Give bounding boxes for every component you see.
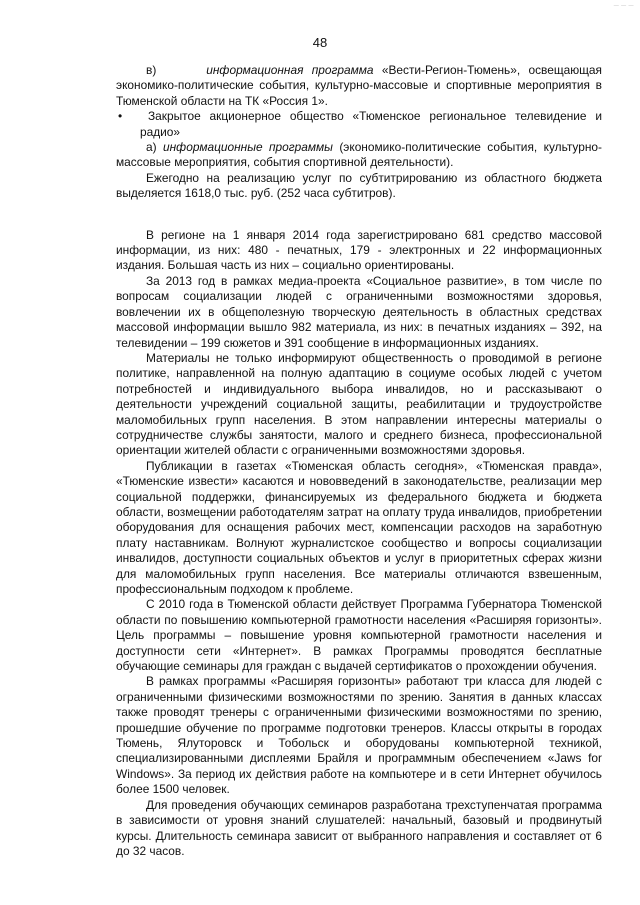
paragraph-materials: Материалы не только информируют общественность о проводимой в регионе политике, направленной на полную адаптацию в социуме особых людей с учетом потребностей и индивидуального выбора инвалидов, но и рассказывают о деятельности учреждений социальной защиты, реабилитации и трудоустройстве маломобильных групп населения. В этом направлении интересны материалы о сотрудничестве службы занятости, малого и среднего бизнеса, профессиональной ориентации жителей области с ограниченными возможностями здоровья. xyxy=(116,350,602,458)
list-marker-v: в) xyxy=(146,63,157,77)
bullet-text: Закрытое акционерное общество «Тюменское региональное телевидение и радио» xyxy=(140,109,602,139)
paragraph-section-v xyxy=(116,63,602,109)
corner-mark: — — — xyxy=(613,3,634,9)
paragraph-classes: В рамках программы «Расширяя горизонты» работают три класса для людей с ограниченными физическими возможностями по зрению. Занятия в данных классах также проводят тренеры с ограниченными физическими возможностями по зрению, прошедшие обучение по программе подготовки тренеров. Классы открыты в городах Тюмень, Ялуторовск и Тобольск и оборудованы компьютерной техникой, специализированными дисплеями Брайля и программным обеспечением «Jaws for Windows». За период их действия работе на компьютере и в сети Интернет обучилось более 1500 человек. xyxy=(116,674,602,797)
paragraph-media-project: За 2013 год в рамках медиа-проекта «Социальное развитие», в том числе по вопросам социализации людей с ограниченными возможностями здоровья, вовлечении их в общеполезную творческую деятельность в областных средствах массовой информации вышло 982 материала, из них: в печатных изданиях – 392, на телевидении – 199 сюжетов и 391 сообщение в информационных изданиях. xyxy=(116,273,602,350)
paragraph-seminars: Для проведения обучающих семинаров разработана трехступенчатая программа в зависимости от уровня знаний слушателей: начальный, базовый и продвинутый курсы. Длительность семинара зависит от выбранного направления и составляет от 6 до 32 часов. xyxy=(116,797,602,858)
paragraph-funding: Ежегодно на реализацию услуг по субтитрированию из областного бюджета выделяется 1618,0 тыс. руб. (252 часа субтитров). xyxy=(116,170,602,201)
italic-programs-label: информационные программы xyxy=(163,140,333,155)
bullet-icon: • xyxy=(118,109,123,124)
paragraph-publications: Публикации в газетах «Тюменская область сегодня», «Тюменская правда», «Тюменские извести» касаются и нововведений в законодательстве, реализации мер социальной поддержки, финансируемых из федерального бюджета и бюджета области, возмещении работодателям затрат на оплату труда инвалидов, приобретении оборудования для оснащения рабочих мест, компенсации расходов на заработную плату наставникам. Волнуют журналистское сообщество и вопросы социализации инвалидов, доступности социальных объектов и услуг в приоритетных сферах жизни для маломобильных групп населения. Все материалы отличаются взвешенным, профессиональным подходом к проблеме. xyxy=(116,458,602,596)
section-v-text: «Вести-Регион-Тюмень», освещающая экономико-политические события, культурно-массовые и спортивные мероприятия в Тюменской области на ТК «Россия 1». xyxy=(116,63,602,108)
list-marker-a: а) xyxy=(146,140,163,155)
document-body xyxy=(116,63,602,859)
section-a-text: (экономико-политические события, культурно-массовые мероприятия, события спортивной деятельности). xyxy=(116,140,602,170)
paragraph-program-2010: С 2010 года в Тюменской области действует Программа Губернатора Тюменской области по повышению компьютерной грамотности населения «Расширяя горизонты». Цель программы – повышение уровня компьютерной грамотности населения и доступности сети «Интернет». В рамках Программы проводятся бесплатные обучающие семинары для граждан с выдачей сертификатов о прохождении обучения. xyxy=(116,597,602,674)
paragraph-section-a xyxy=(116,140,602,171)
bullet-item-company xyxy=(118,109,602,140)
italic-program-label: информационная программа xyxy=(206,63,374,77)
paragraph-registered-media: В регионе на 1 января 2014 года зарегистрировано 681 средство массовой информации, из них: 480 - печатных, 179 - электронных и 22 информационных издания. Большая часть из них – социально ориентированы. xyxy=(116,227,602,273)
page-number: 48 xyxy=(312,35,328,50)
